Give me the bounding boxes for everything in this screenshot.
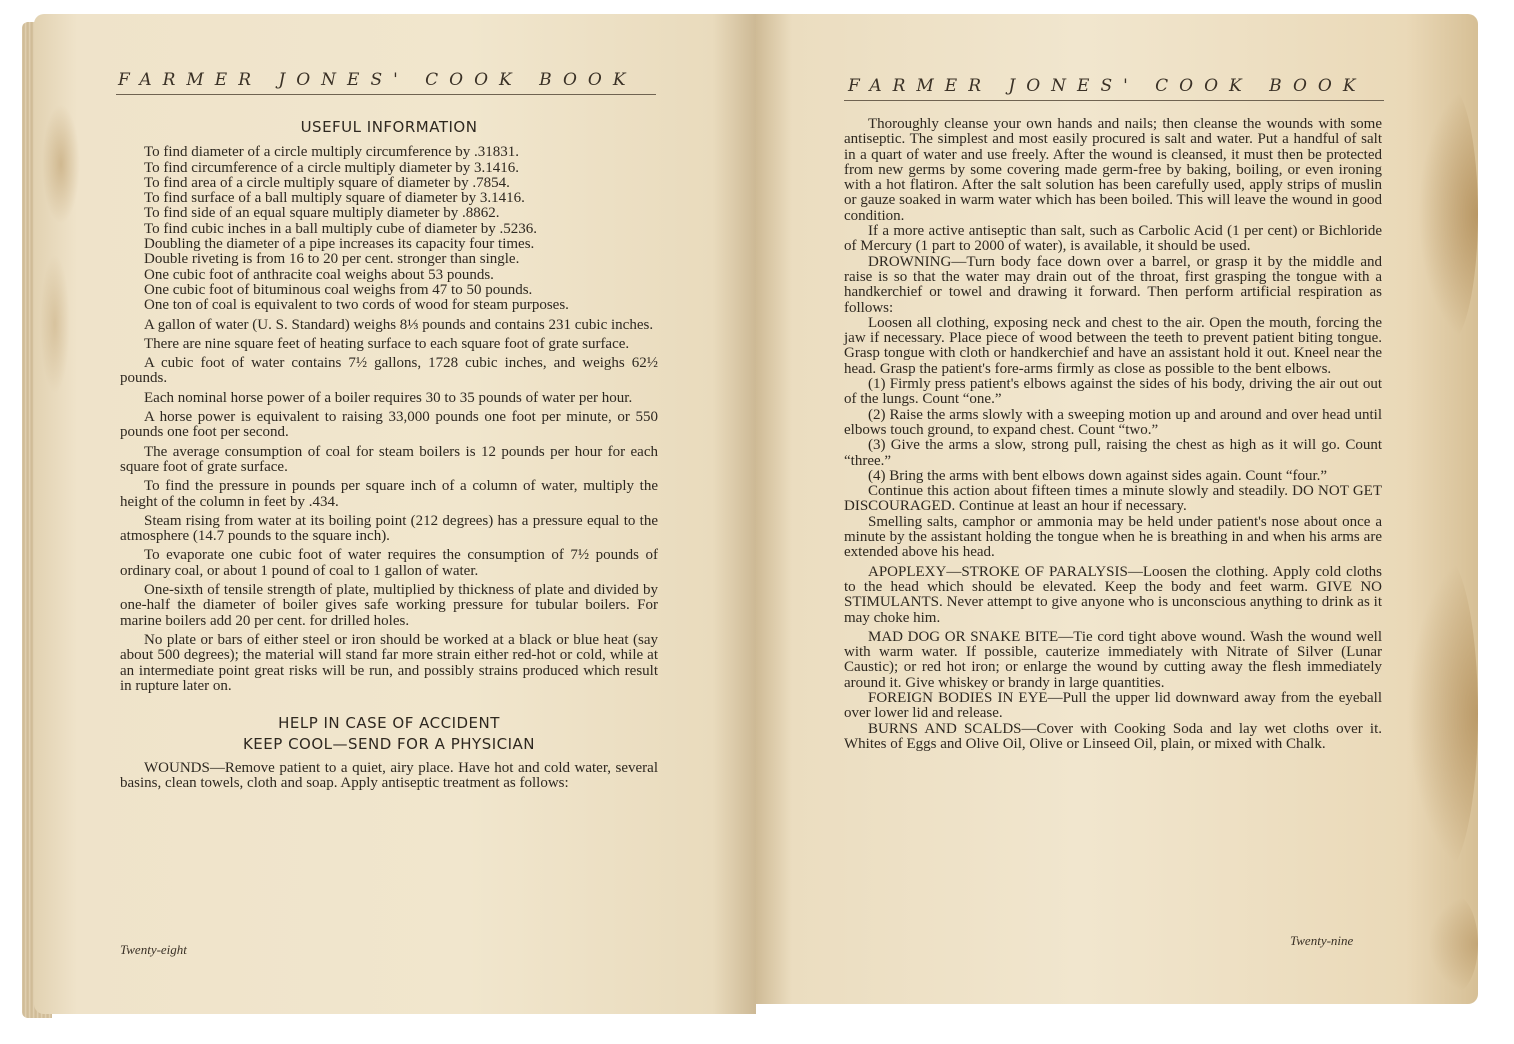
info-paragraph: One ton of coal is equivalent to two cords of wood for steam purposes. <box>144 297 569 314</box>
page-number: Twenty-eight <box>120 942 187 957</box>
water-stain <box>1418 84 1478 344</box>
info-line: To find surface of a ball multiply square of diameter by 3.1416. <box>144 190 525 207</box>
first-aid-step: (3) Give the arms a slow, strong pull, raising the chest as high as it will go. Count “three.” <box>844 437 1382 469</box>
first-aid-paragraph: APOPLEXY—STROKE OF PARALYSIS—Loosen the clothing. Apply cold cloths to the head which should be elevated. Keep the body and feet warm. GIVE NO STIMULANTS. Never attempt to give anyone who is unconscious anything to drink as it may choke him. <box>844 563 1382 626</box>
first-aid-paragraph: DROWNING—Turn body face down over a barrel, or grasp it by the middle and raise is so that the water may drain out of the throat, first grasping the tongue with a handkerchief or towel and drawing it forward. Then perform artificial respiration as follows: <box>844 253 1382 316</box>
wounds-paragraph: WOUNDS—Remove patient to a quiet, airy place. Have hot and cold water, several basins, clean towels, cloth and soap. Apply antiseptic treatment as follows: <box>120 759 658 791</box>
info-paragraph: Steam rising from water at its boiling point (212 degrees) has a pressure equal to the atmosphere (14.7 pounds to the square inch). <box>120 512 658 545</box>
info-paragraph: To evaporate one cubic foot of water requires the consumption of 7½ pounds of ordinary coal, or about 1 pound of coal to 1 gallon of water. <box>120 547 658 579</box>
first-aid-step: (1) Firmly press patient's elbows against the sides of his body, driving the air out out of the lungs. Count “one.” <box>844 376 1382 408</box>
info-paragraph: A horse power is equivalent to raising 33,000 pounds one foot per minute, or 550 pounds one foot per second. <box>120 409 658 441</box>
first-aid-step: (2) Raise the arms slowly with a sweeping motion up and around and over head until elbows touch ground, to expand chest. Count “two.” <box>844 406 1382 438</box>
info-paragraph: A gallon of water (U. S. Standard) weighs 8⅓ pounds and contains 231 cubic inches. <box>144 316 654 333</box>
first-aid-paragraph: FOREIGN BODIES IN EYE—Pull the upper lid downward away from the eyeball over lower lid and release. <box>844 689 1382 722</box>
info-paragraph: There are nine square feet of heating surface to each square foot of grate surface. <box>144 335 630 352</box>
info-line: Double riveting is from 16 to 20 per cent. stronger than single. <box>144 251 520 268</box>
info-line: To find cubic inches in a ball multiply cube of diameter by .5236. <box>144 220 538 237</box>
info-line: To find area of a circle multiply square of diameter by .7854. <box>144 174 510 191</box>
water-stain <box>40 254 70 394</box>
info-line: To find side of an equal square multiply diameter by .8862. <box>144 205 500 222</box>
first-aid-paragraph: Smelling salts, camphor or ammonia may be held under patient's nose about once a minute by the assistant holding the tongue when he is breathing in and when his arms are extended above his head. <box>844 513 1382 561</box>
right-page <box>756 14 1478 1004</box>
info-paragraph: A cubic foot of water contains 7½ gallons, 1728 cubic inches, and weighs 62½ pounds. <box>120 355 658 387</box>
first-aid-paragraph: BURNS AND SCALDS—Cover with Cooking Soda and lay wet cloths over it. Whites of Eggs and Olive Oil, Olive or Linseed Oil, plain, or mixed with Chalk. <box>844 720 1382 752</box>
info-line: One cubic foot of anthracite coal weighs about 53 pounds. <box>144 266 494 283</box>
first-aid-paragraph: Thoroughly cleanse your own hands and nails; then cleanse the wounds with some antiseptic. The simplest and most easily procured is salt and water. Put a handful of salt in a quart of water and use freely. After the wound is cleansed, it must then be protected from new germs by some covering made germ-free by baking, boiling, or even ironing with a hot flatiron. After the salt solution has been carefully used, apply strips of muslin or gauze soaked in warm water which has been boiled. This will leave the wound in good condition. <box>844 116 1382 224</box>
info-line: To find circumference of a circle multiply diameter by 3.1416. <box>144 159 520 176</box>
info-line: One cubic foot of bituminous coal weighs from 47 to 50 pounds. <box>144 281 533 298</box>
accident-subtitle: KEEP COOL—SEND FOR A PHYSICIAN <box>242 735 536 754</box>
info-paragraph: To find the pressure in pounds per square inch of a column of water, multiply the height of the column in feet by .434. <box>120 478 658 510</box>
water-stain <box>1408 554 1478 874</box>
header-rule <box>844 100 1384 101</box>
info-line: To find diameter of a circle multiply circumference by .31831. <box>144 144 520 161</box>
page-number: Twenty-nine <box>1290 933 1354 948</box>
info-paragraph: One-sixth of tensile strength of plate, multiplied by thickness of plate and divided by one-half the diameter of boiler gives safe working pressure for tubular boilers. For marine boilers add 20 per cent. for drilled holes. <box>120 582 658 629</box>
water-stain <box>42 104 80 224</box>
running-head: FARMER JONES' COOK BOOK <box>118 70 637 90</box>
right-page-body <box>844 117 1382 752</box>
water-stain <box>1428 894 1478 994</box>
left-page <box>34 14 756 1014</box>
section-title: USEFUL INFORMATION <box>300 118 478 136</box>
info-paragraph: The average consumption of coal for steam boilers is 12 pounds per hour for each square foot of grate surface. <box>120 443 658 475</box>
first-aid-paragraph: If a more active antiseptic than salt, such as Carbolic Acid (1 per cent) or Bichloride of Mercury (1 part to 2000 of water), is available, it should be used. <box>844 223 1382 255</box>
header-rule <box>116 94 656 95</box>
first-aid-step: (4) Bring the arms with bent elbows down against sides again. Count “four.” <box>868 467 1328 484</box>
running-head: FARMER JONES' COOK BOOK <box>848 76 1367 96</box>
info-line: Doubling the diameter of a pipe increases its capacity four times. <box>144 236 535 253</box>
first-aid-paragraph: MAD DOG OR SNAKE BITE—Tie cord tight above wound. Wash the wound well with warm water. If possible, cauterize immediately with Nitrate of Silver (Lunar Caustic); or red hot iron; or enlarge the wound by cutting away the flesh immediately around it. Give whiskey or brandy in large quantities. <box>844 628 1382 691</box>
accident-title: HELP IN CASE OF ACCIDENT <box>278 714 500 733</box>
first-aid-paragraph: Continue this action about fifteen times a minute slowly and steadily. DO NOT GET DISCOURAGED. Continue at least an hour if necessary. <box>844 483 1382 515</box>
left-page-body <box>120 120 658 791</box>
info-paragraph: No plate or bars of either steel or iron should be worked at a black or blue heat (say about 500 degrees); the material will stand far more strain either red-hot or cold, while at an intermediate point great risks will be run, and possibly strains produced which result in rupture later on. <box>120 631 658 694</box>
info-paragraph: Each nominal horse power of a boiler requires 30 to 35 pounds of water per hour. <box>144 389 633 406</box>
first-aid-paragraph: Loosen all clothing, exposing neck and chest to the air. Open the mouth, forcing the jaw if necessary. Place piece of wood between the teeth to prevent patient biting tongue. Grasp tongue with cloth or handkerchief and have an assistant hold it out. Kneel near the head. Grasp the patient's fore-arms firmly as close as possible to the bent elbows. <box>844 314 1382 377</box>
